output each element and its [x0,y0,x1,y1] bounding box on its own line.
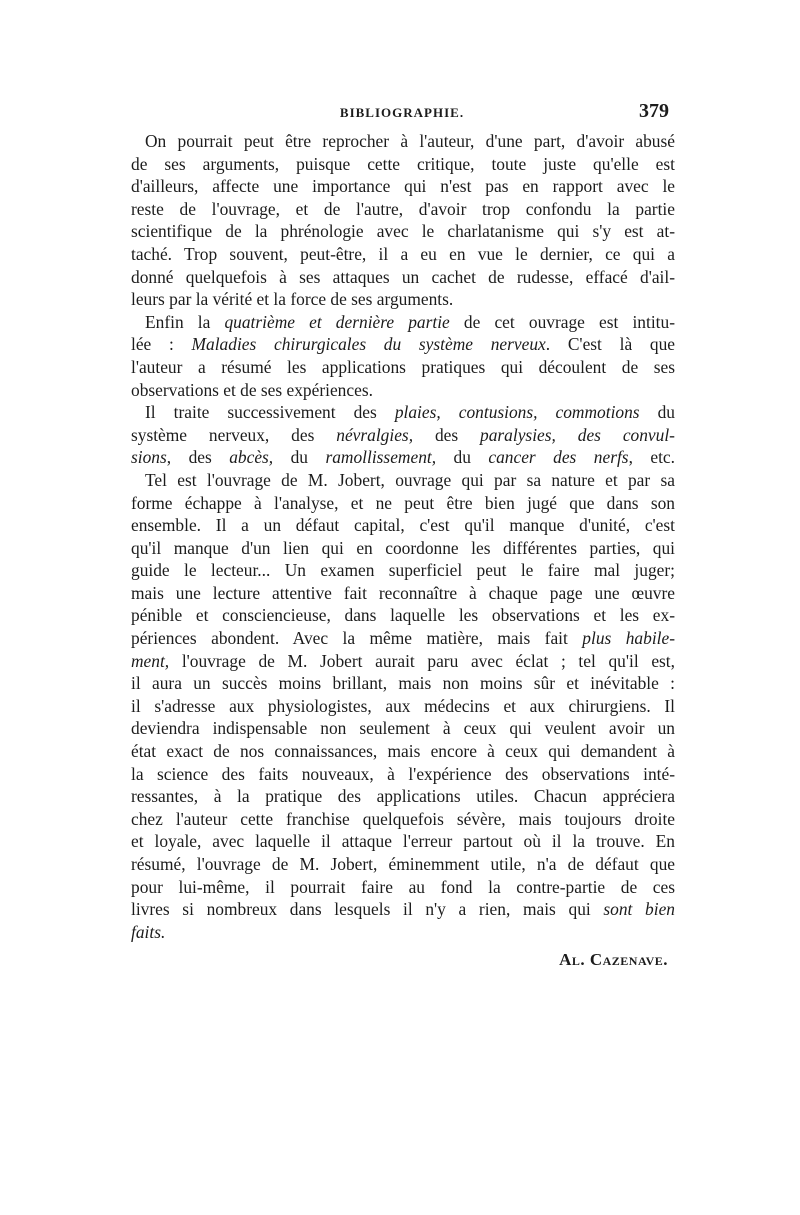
italic-run: sont bien [603,899,675,920]
text-line: mais une lecture attentive fait reconnaître à chaque page une œuvre [131,582,675,603]
text-line: état exact de nos connaissances, mais encore à ceux qui demandent à [131,741,675,762]
text-run: , etc. [628,447,675,468]
text-run: livres si nombreux dans lesquels il n'y a rien, mais qui [131,899,604,920]
text-line: ensemble. Il a un défaut capital, c'est qu'il manque d'unité, c'est [131,515,675,536]
body-text [131,130,675,943]
text-line: forme échappe à l'analyse, et ne peut être bien jugé que dans son [131,492,675,513]
text-line [131,650,675,673]
italic-run: sions [131,447,167,468]
text-run: . C'est là que [545,334,675,355]
text-line [131,898,675,921]
italic-run: plaies, contusions, commotions [394,402,640,423]
paragraph-1 [131,130,675,311]
italic-run: ramollissement, [325,447,437,468]
italic-run: paralysies, des convul- [480,424,675,445]
text-line: l'auteur a résumé les applications pratiques qui découlent de ses [131,356,675,377]
text-line: reste de l'ouvrage, et de l'autre, d'avoir trop confondu la partie [131,198,675,219]
italic-run: cancer des nerfs [488,447,629,468]
text-line: d'ailleurs, affecte une importance qui n'est pas en rapport avec le [131,176,675,197]
text-line: On pourrait peut être reprocher à l'auteur, d'une part, d'avoir abusé [145,131,675,151]
text-line: résumé, l'ouvrage de M. Jobert, éminemment utile, n'a de défaut que [131,854,675,874]
text-line: pénible et consciencieuse, dans laquelle les observations et les ex- [131,605,675,626]
running-head [133,100,671,126]
text-run: l'ouvrage de M. Jobert aurait paru avec éclat ; tel qu'il est, [169,650,675,671]
text-run: périences abondent. Avec la même matière, mais fait [131,628,583,649]
text-line [131,627,675,650]
text-line: taché. Trop souvent, peut-être, il a eu en vue le dernier, ce qui a [131,243,675,264]
paragraph-2 [131,311,675,401]
text-line: la science des faits nouveaux, à l'expérience des observations inté- [131,763,675,784]
text-run: système nerveux, des [131,424,337,445]
text-line [131,921,675,944]
text-line: observations et de ses expériences. [131,379,373,400]
text-line: qu'il manque d'un lien qui en coordonne les différentes parties, qui [131,537,675,558]
text-run: du [639,402,675,423]
paragraph-3 [131,401,675,469]
italic-run: Maladies chirurgicales du système nerveux [191,334,546,355]
text-line [131,333,675,356]
text-line: donné quelquefois à ses attaques un cachet de rudesse, effacé d'ail- [131,266,675,287]
text-line [131,311,675,334]
italic-run: quatrième et dernière partie [224,311,450,332]
text-run: , des [166,447,230,468]
text-line: ressantes, à la pratique des applications utiles. Chacun appréciera [131,786,675,807]
text-run: Il traite successivement des [145,402,395,423]
text-run: lée : [131,334,192,355]
text-line: il aura un succès moins brillant, mais non moins sûr et inévitable : [131,673,675,694]
page-number: 379 [639,100,669,122]
author-signature: Al. Cazenave. [559,950,668,969]
text-line: de ses arguments, puisque cette critique, toute juste qu'elle est [131,153,675,174]
text-line: leurs par la vérité et la force de ses arguments. [131,289,454,310]
italic-run: névralgies, [336,424,414,445]
paragraph-4 [131,469,675,943]
text-run: des [413,424,481,445]
text-run: du [273,447,326,468]
text-run: Enfin la [145,311,225,332]
text-line: et loyale, avec laquelle il attaque l'erreur partout où il la trouve. En [131,831,675,852]
italic-run: abcès, [229,447,274,468]
text-line: il s'adresse aux physiologistes, aux médecins et aux chirurgiens. Il [131,695,675,716]
text-line [131,424,675,447]
text-run: du [436,447,489,468]
italic-run: faits. [131,921,166,942]
text-line: scientifique de la phrénologie avec le charlatanisme qui s'y est at- [131,221,675,242]
text-line: Tel est l'ouvrage de M. Jobert, ouvrage qui par sa nature et par sa [145,469,675,490]
text-line: pour lui-même, il pourrait faire au fond la contre-partie de ces [131,876,675,897]
text-line: chez l'auteur cette franchise quelquefois sévère, mais toujours droite [131,808,675,829]
text-line [131,446,675,469]
text-line [131,401,675,424]
italic-run: plus habile- [582,628,675,649]
italic-run: ment, [131,650,170,671]
text-run: de cet ouvrage est intitu- [449,311,675,332]
text-line: guide le lecteur... Un examen superficiel peut le faire mal juger; [131,560,675,581]
text-line: deviendra indispensable non seulement à ceux qui veulent avoir un [131,718,675,739]
running-head-title: BIBLIOGRAPHIE. [339,105,465,120]
